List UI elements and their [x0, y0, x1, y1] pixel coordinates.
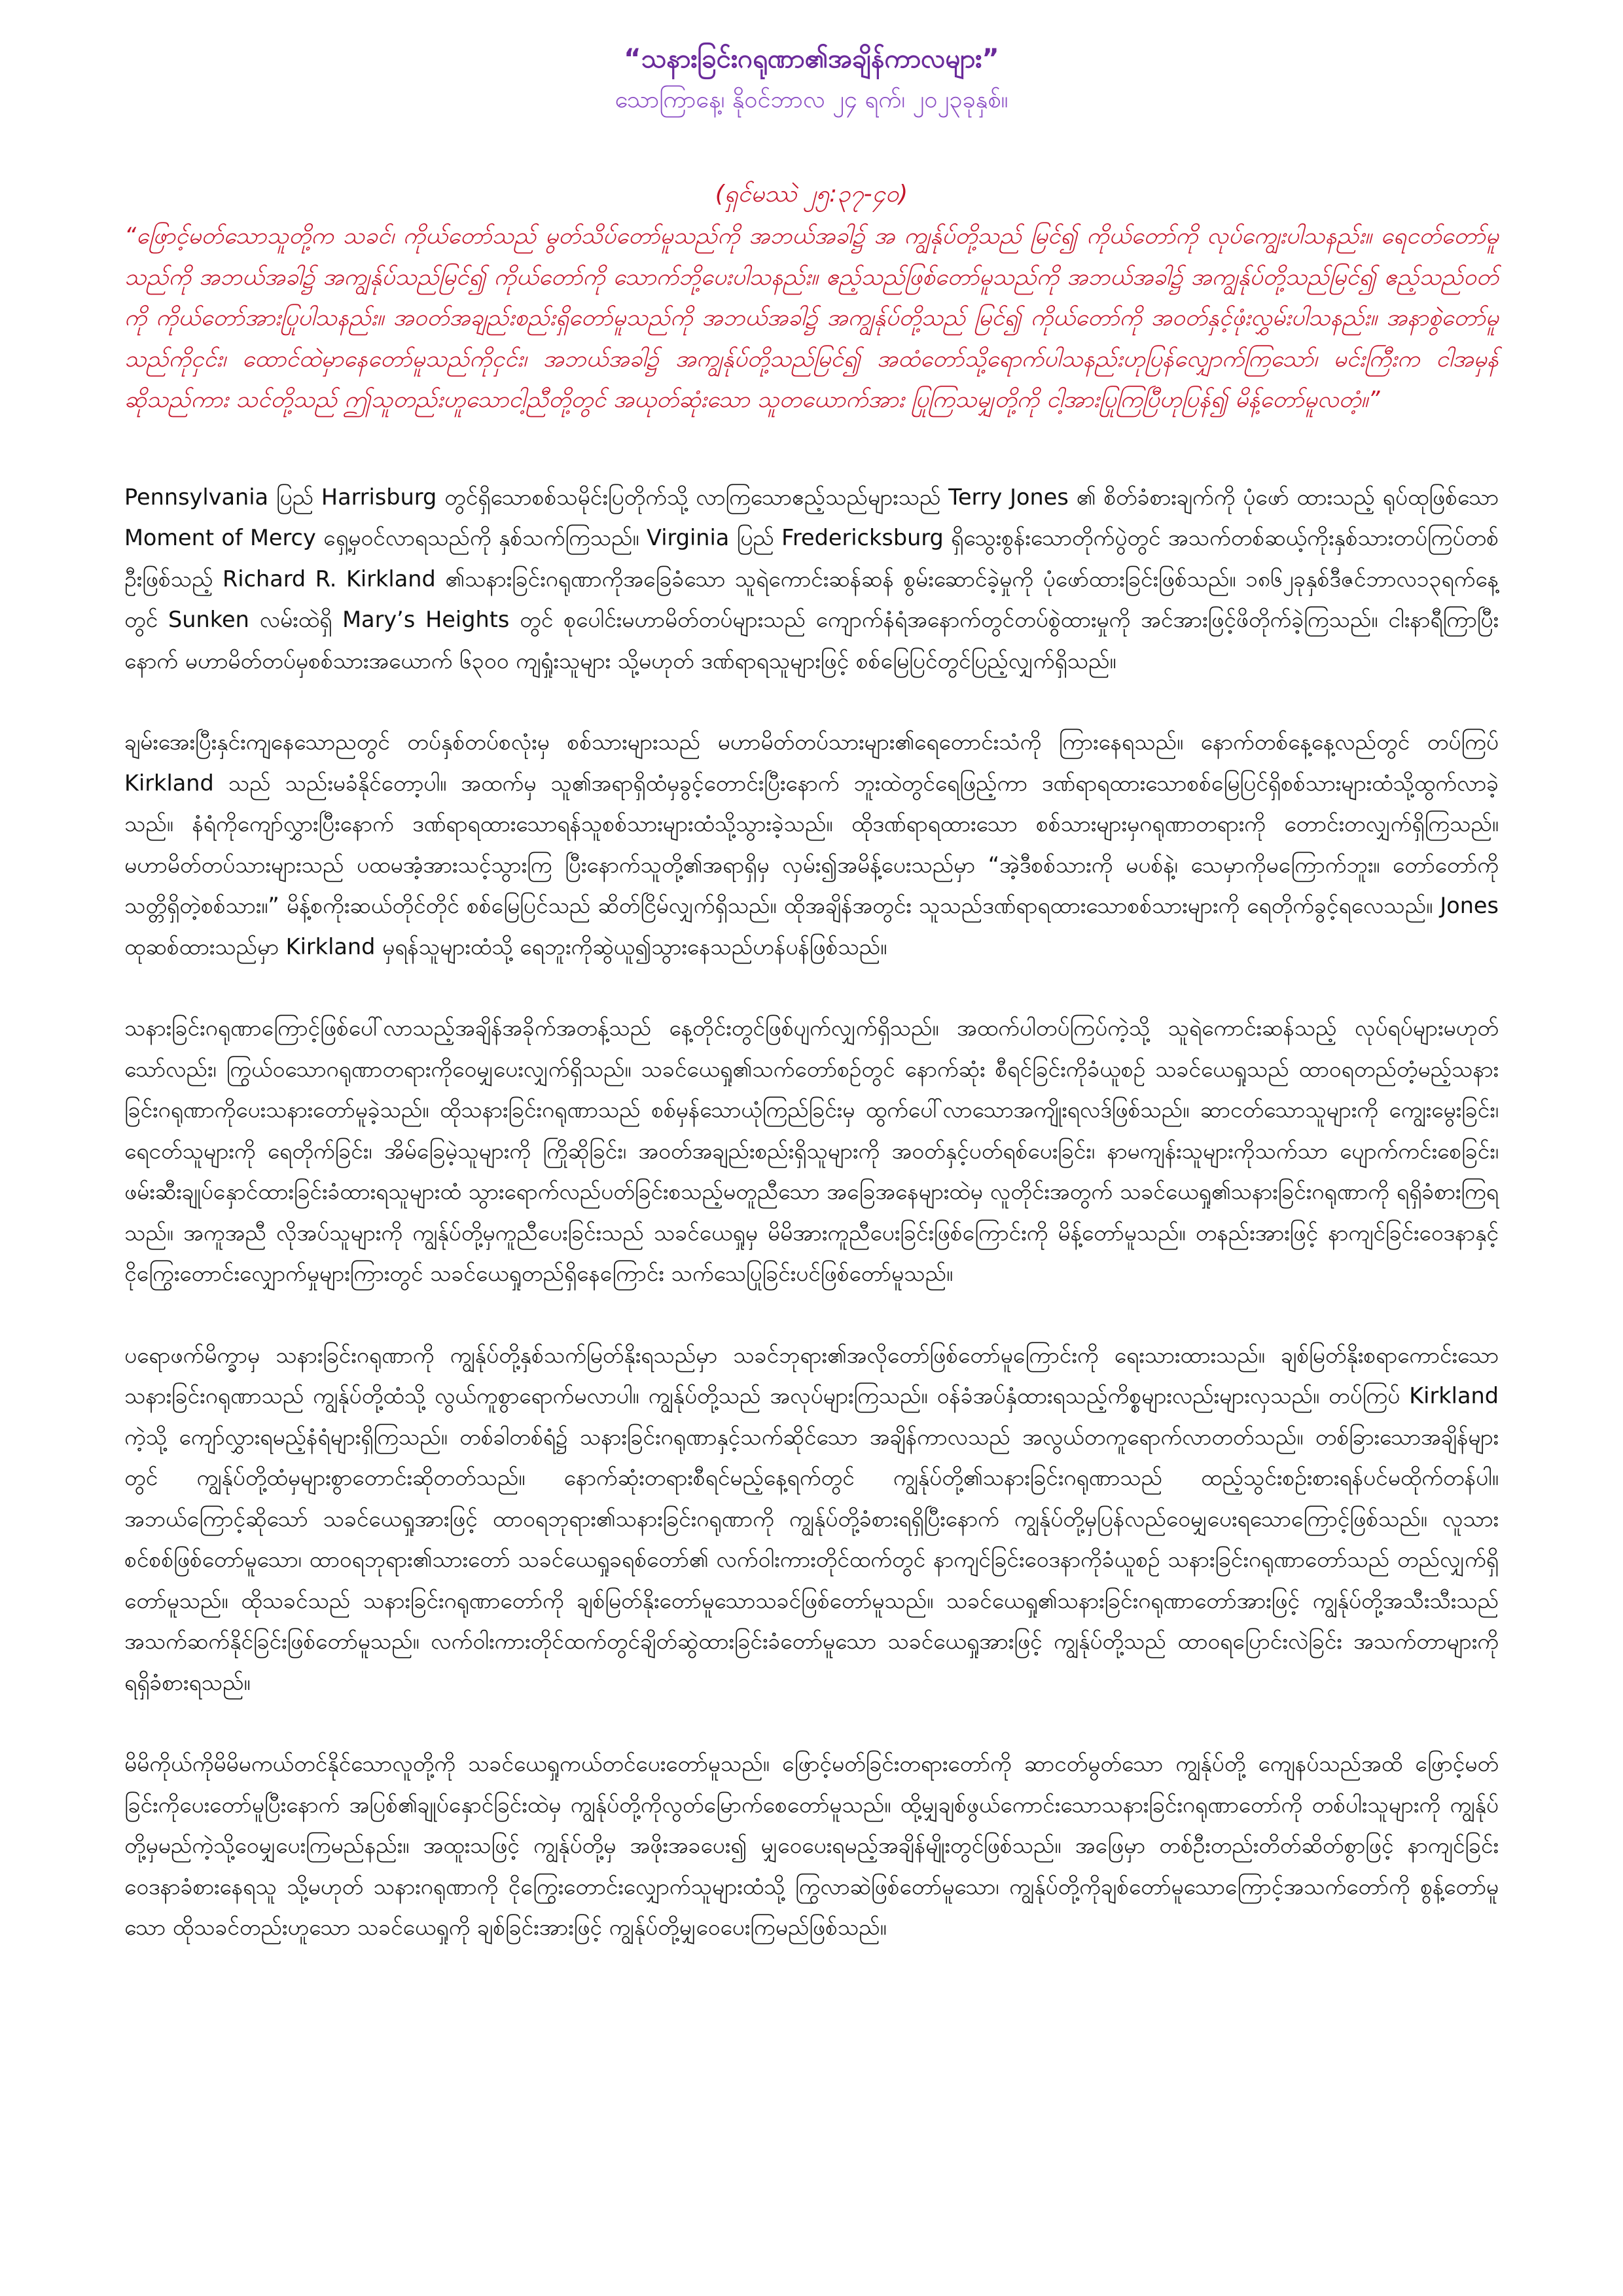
scripture-block	[124, 175, 1499, 421]
paragraph: မိမိကိုယ်ကိုမိမိမကယ်တင်နိုင်သောလူတို့ကို သခင်ယေရှုကယ်တင်ပေးတော်မူသည်။ ဖြောင့်မတ်ခြင်းတရားတော်ကို ဆာငတ်မွတ်သော ကျွန်ုပ်တို့ ကျေနပ်သည်အထိ ဖြောင့်မတ်ခြင်းကိုပေးတော်မူပြီးနောက် အပြစ်၏ချုပ်နှောင်ခြင်းထဲမှ ကျွန်ုပ်တို့ကိုလွတ်မြောက်စေတော်မူသည်။ ထို့မျှချစ်ဖွယ်ကောင်းသောသနားခြင်းဂရုဏာတော်ကို တစ်ပါးသူများကို ကျွန်ုပ်တို့မှမည်ကဲ့သို့ဝေမျှပေးကြမည်နည်း။ အထူးသဖြင့် ကျွန်ုပ်တို့မှ အဖိုးအခပေး၍ မျှဝေပေးရမည့်အချိန်မျိုးတွင်ဖြစ်သည်။ အဖြေမှာ တစ်ဦးတည်းတိတ်ဆိတ်စွာဖြင့် နာကျင်ခြင်းဝေဒနာခံစားနေရသူ သို့မဟုတ် သနားဂရုဏာကို ငိုကြွေးတောင်းလျှောက်သူများထံသို့ ကြွလာဆဲဖြစ်တော်မူသော၊ ကျွန်ုပ်တို့ကိုချစ်တော်မူသောကြောင့်အသက်တော်ကို စွန့်တော်မူသော ထိုသခင်တည်းဟူသော သခင်ယေရှုကို ချစ်ခြင်းအားဖြင့် ကျွန်ုပ်တို့မျှဝေပေးကြမည်ဖြစ်သည်။	[124, 1751, 1499, 1940]
paragraph: ချမ်းအေးပြီးနှင်းကျနေသောညတွင် တပ်နှစ်တပ်စလုံးမှ စစ်သားများသည် မဟာမိတ်တပ်သားများ၏ရေတောင်းသံကို ကြားနေရသည်။ နောက်တစ်နေ့နေ့လည်တွင် တပ်ကြပ် Kirkland သည် သည်းမခံနိုင်တော့ပါ။ အထက်မှ သူ၏အရာရှိထံမှခွင့်တောင်းပြီးနောက် ဘူးထဲတွင်ရေဖြည့်ကာ ဒဏ်ရာရထားသောစစ်မြေပြင်ရှိစစ်သားများထံသို့ထွက်လာခဲ့သည်။ နံရံကိုကျော်လွှားပြီးနောက် ဒဏ်ရာရထားသောရန်သူစစ်သားများထံသို့သွားခဲ့သည်။ ထိုဒဏ်ရာရထားသော စစ်သားများမှဂရုဏာတရားကို တောင်းတလျှက်ရှိကြသည်။ မဟာမိတ်တပ်သားများသည် ပထမအံ့အားသင့်သွားကြ ပြီးနောက်သူတို့၏အရာရှိမှ လှမ်း၍အမိန့်ပေးသည်မှာ “အဲ့ဒီစစ်သားကို မပစ်နဲ့၊ သေမှာကိုမကြောက်ဘူး။ တော်တော်ကိုသတ္တိရှိတဲ့စစ်သား။” မိန့်စကိုးဆယ်တိုင်တိုင် စစ်မြေပြင်သည် ဆိတ်ငြိမ်လျှက်ရှိသည်။ ထိုအချိန်အတွင်း သူသည်ဒဏ်ရာရထားသောစစ်သားများကို ရေတိုက်ခွင့်ရလေသည်။ Jones ထုဆစ်ထားသည်မှာ Kirkland မှရန်သူများထံသို့ ရေဘူးကိုဆွဲယူ၍သွားနေသည်ဟန်ပန်ဖြစ်သည်။	[124, 729, 1499, 960]
page-title: “သနားခြင်းဂရုဏာ၏အချိန်ကာလများ”	[624, 44, 999, 74]
paragraph: Pennsylvania ပြည် Harrisburg တွင်ရှိသောစစ်သမိုင်းပြတိုက်သို့ လာကြသောဧည့်သည်များသည် Terry Jones ၏ စိတ်ခံစားချက်ကို ပုံဖော် ထားသည့် ရုပ်ထုဖြစ်သော Moment of Mercy ရှေ့မှဝင်လာရသည်ကို နှစ်သက်ကြသည်။ Virginia ပြည် Fredericksburg ရှိသွေးစွန်းသောတိုက်ပွဲတွင် အသက်တစ်ဆယ့်ကိုးနှစ်သားတပ်ကြပ်တစ်ဦးဖြစ်သည့် Richard R. Kirkland ၏သနားခြင်းဂရုဏာကိုအခြေခံသော သူရဲကောင်းဆန်ဆန် စွမ်းဆောင်ခဲ့မှုကို ပုံဖော်ထားခြင်းဖြစ်သည်။ ၁၈၆၂ခုနှစ်ဒီဇင်ဘာလ၁၃ရက်နေ့တွင် Sunken လမ်းထဲရှိ Mary’s Heights တွင် စုပေါင်းမဟာမိတ်တပ်များသည် ကျောက်နံရံအနောက်တွင်တပ်စွဲထားမှုကို အင်အားဖြင့်ဖိတိုက်ခဲ့ကြသည်။ ငါးနာရီကြာပြီးနောက် မဟာမိတ်တပ်မှစစ်သားအယောက် ၆၃၀၀ ကျရှုံးသူများ သို့မဟုတ် ဒဏ်ရာရသူများဖြင့် စစ်မြေပြင်တွင်ပြည့်လျှက်ရှိသည်။	[124, 484, 1499, 673]
body-text	[124, 477, 1499, 1948]
date-line: သောကြာနေ့၊ နိုဝင်ဘာလ ၂၄ ရက်၊ ၂၀၂၃ခုနှစ်။	[615, 86, 1008, 113]
paragraph: သနားခြင်းဂရုဏာကြောင့်ဖြစ်ပေါ်လာသည့်အချိန်အခိုက်အတန့်သည် နေ့တိုင်းတွင်ဖြစ်ပျက်လျှက်ရှိသည်။ အထက်ပါတပ်ကြပ်ကဲ့သို့ သူရဲကောင်းဆန်သည့် လုပ်ရပ်များမဟုတ်သော်လည်း၊ ကြွယ်ဝသောဂရုဏာတရားကိုဝေမျှပေးလျှက်ရှိသည်။ သခင်ယေရှု၏သက်တော်စဉ်တွင် နောက်ဆုံး စီရင်ခြင်းကိုခံယူစဉ် သခင်ယေရှုသည် ထာဝရတည်တံ့မည့်သနားခြင်းဂရုဏာကိုပေးသနားတော်မူခဲ့သည်။ ထိုသနားခြင်းဂရုဏာသည် စစ်မှန်သောယုံကြည်ခြင်းမှ ထွက်ပေါ်လာသောအကျိုးရလဒ်ဖြစ်သည်။ ဆာငတ်သောသူများကို ကျွေးမွေးခြင်း၊ ရေငတ်သူများကို ရေတိုက်ခြင်း၊ အိမ်ခြေမဲ့သူများကို ကြိုဆိုခြင်း၊ အဝတ်အချည်းစည်းရှိသူများကို အဝတ်နှင့်ပတ်ရစ်ပေးခြင်း၊ နာမကျန်းသူများကိုသက်သာ ပျောက်ကင်းစေခြင်း၊ ဖမ်းဆီးချုပ်နှောင်ထားခြင်းခံထားရသူများထံ သွားရောက်လည်ပတ်ခြင်းစသည့်မတူညီသော အခြေအနေများထဲမှ လူတိုင်းအတွက် သခင်ယေရှု၏သနားခြင်းဂရုဏာကို ရရှိခံစားကြရသည်။ အကူအညီ လိုအပ်သူများကို ကျွန်ုပ်တို့မှကူညီပေးခြင်းသည် သခင်ယေရှုမှ မိမိအားကူညီပေးခြင်းဖြစ်ကြောင်းကို မိန့်တော်မူသည်။ တနည်းအားဖြင့် နာကျင်ခြင်းဝေဒနာနှင့် ငိုကြွေးတောင်းလျှောက်မှုများကြားတွင် သခင်ယေရှုတည်ရှိနေကြောင်း သက်သေပြုခြင်းပင်ဖြစ်တော်မူသည်။	[124, 1015, 1499, 1286]
scripture-quote: “ဖြောင့်မတ်သောသူတို့က သခင်၊ ကိုယ်တော်သည် မွတ်သိပ်တော်မူသည်ကို အဘယ်အခါ၌ အ ကျွန်ုပ်တို့သည် မြင်၍ ကိုယ်တော်ကို လုပ်ကျွေးပါသနည်း။ ရေငတ်တော်မူသည်ကို အဘယ်အခါ၌ အကျွန်ုပ်သည်မြင်၍ ကိုယ်တော်ကို သောက်ဘို့ပေးပါသနည်း။ ဧည့်သည်ဖြစ်တော်မူသည်ကို အဘယ်အခါ၌ အကျွန်ုပ်တို့သည်မြင်၍ ဧည့်သည်ဝတ်ကို ကိုယ်တော်အားပြုပါသနည်း။ အဝတ်အချည်းစည်းရှိတော်မူသည်ကို အဘယ်အခါ၌ အကျွန်ုပ်တို့သည် မြင်၍ ကိုယ်တော်ကို အဝတ်နှင့်ဖုံးလွှမ်းပါသနည်း။ အနာစွဲတော်မူသည်ကိုငှင်း၊ ထောင်ထဲမှာနေတော်မူသည်ကိုငှင်း၊ အဘယ်အခါ၌ အကျွန်ုပ်တို့သည်မြင်၍ အထံတော်သို့ရောက်ပါသနည်းဟုပြန်လျှောက်ကြသော်၊ မင်းကြီးက ငါအမှန်ဆိုသည်ကား သင်တို့သည် ဤသူတည်းဟူသောငါ့ညီတို့တွင် အယုတ်ဆုံးသော သူတယောက်အား ပြုကြသမျှတို့ကို ငါ့အားပြုကြပြီဟုပြန်၍ မိန့်တော်မူလတံ့။”	[124, 223, 1499, 413]
paragraph: ပရောဖက်မိက္ခာမှ သနားခြင်းဂရုဏာကို ကျွန်ုပ်တို့နှစ်သက်မြတ်နိုးရသည်မှာ သခင်ဘုရား၏အလိုတော်ဖြစ်တော်မူကြောင်းကို ရေးသားထားသည်။ ချစ်မြတ်နိုးစရာကောင်းသောသနားခြင်းဂရုဏာသည် ကျွန်ုပ်တို့ထံသို့ လွယ်ကူစွာရောက်မလာပါ။ ကျွန်ုပ်တို့သည် အလုပ်များကြသည်။ ဝန်ခံအပ်နှံထားရသည့်ကိစ္စများလည်းများလှသည်။ တပ်ကြပ် Kirkland ကဲ့သို့ ကျော်လွှားရမည့်နံရံများရှိကြသည်။ တစ်ခါတစ်ရံ၌ သနားခြင်းဂရုဏာနှင့်သက်ဆိုင်သော အချိန်ကာလသည် အလွယ်တကူရောက်လာတတ်သည်။ တစ်ခြားသောအချိန်များတွင် ကျွန်ုပ်တို့ထံမှများစွာတောင်းဆိုတတ်သည်။ နောက်ဆုံးတရားစီရင်မည့်နေ့ရက်တွင် ကျွန်ုပ်တို့၏သနားခြင်းဂရုဏာသည် ထည့်သွင်းစဉ်းစားရန်ပင်မထိုက်တန်ပါ။ အဘယ်ကြောင့်ဆိုသော် သခင်ယေရှုအားဖြင့် ထာဝရဘုရား၏သနားခြင်းဂရုဏာကို ကျွန်ုပ်တို့ခံစားရရှိပြီးနောက် ကျွန်ုပ်တို့မှပြန်လည်ဝေမျှပေးရသောကြောင့်ဖြစ်သည်။ လူသားစင်စစ်ဖြစ်တော်မူသော၊ ထာဝရဘုရား၏သားတော် သခင်ယေရှုခရစ်တော်၏ လက်ဝါးကားတိုင်ထက်တွင် နာကျင်ခြင်းဝေဒနာကိုခံယူစဉ် သနားခြင်းဂရုဏာတော်သည် တည်လျှက်ရှိတော်မူသည်။ ထိုသခင်သည် သနားခြင်းဂရုဏာတော်ကို ချစ်မြတ်နိုးတော်မူသောသခင်ဖြစ်တော်မူသည်။ သခင်ယေရှု၏သနားခြင်းဂရုဏာတော်အားဖြင့် ကျွန်ုပ်တို့အသီးသီးသည် အသက်ဆက်နိုင်ခြင်းဖြစ်တော်မူသည်။ လက်ဝါးကားတိုင်ထက်တွင်ချိတ်ဆွဲထားခြင်းခံတော်မူသော သခင်ယေရှုအားဖြင့် ကျွန်ုပ်တို့သည် ထာဝရပြောင်းလဲခြင်း အသက်တာများကို ရရှိခံစားရသည်။	[124, 1342, 1499, 1695]
header	[124, 39, 1499, 119]
scripture-reference: (ရှင်မဿဲ ၂၅:၃၇-၄၀)	[715, 181, 908, 207]
